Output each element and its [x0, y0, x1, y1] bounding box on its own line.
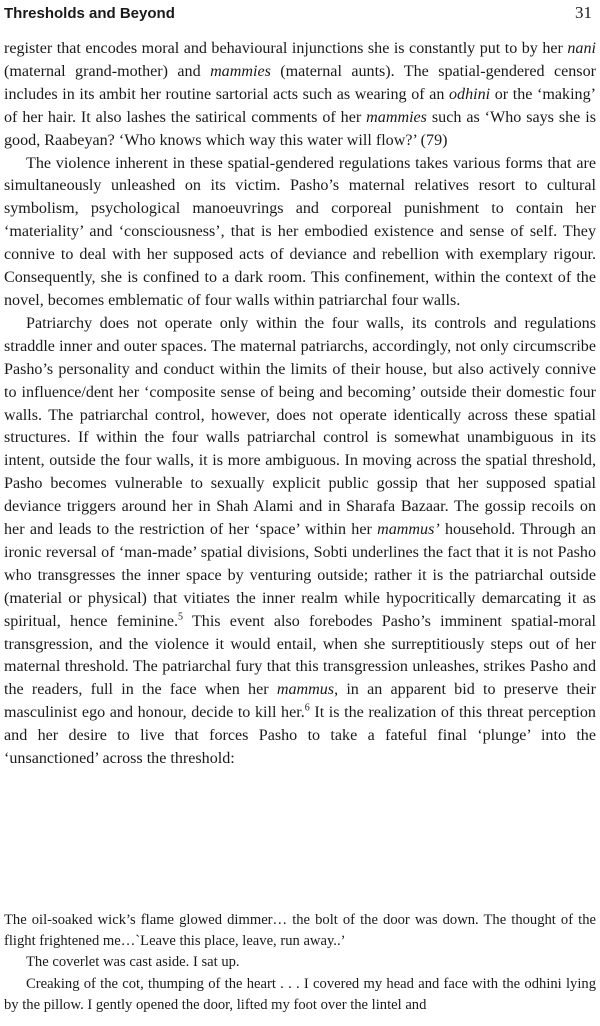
quote-line: The coverlet was cast aside. I sat up.: [26, 954, 240, 971]
paragraph: [4, 38, 596, 153]
text-run: household. Through an ironic reversal of ‘man-made’ spatial divisions, Sobti underlines the fact that it is not Pasho who transgresses the inner space by venturing outside; rather it is the patriarchal outside (material or physical) that vitiates the inner realm while hypocritically demarcating it as spiritual, hence feminine.: [4, 521, 597, 630]
italic-term: mammus’: [377, 521, 440, 539]
running-title: Thresholds and Beyond: [4, 4, 175, 22]
text-run: This event also forebodes Pasho’s imminent spatial-moral transgression, and the violence it would entail, when she surreptitiously steps out of her maternal threshold. The patriarchal fury that this transgression unleashes, strikes Pasho and the readers, full in the face when her: [4, 612, 597, 699]
italic-term: nani: [567, 40, 596, 57]
text-run: , in an apparent bid to preserve their masculinist ego and honour, decide to kill her.: [4, 681, 596, 722]
text-run: register that encodes moral and behavioural injunctions she is constantly put to by her: [4, 40, 568, 57]
block-quote: [4, 910, 596, 1016]
italic-term: mammies: [366, 108, 427, 126]
text-run: such as ‘Who says she is good, Raabeyan? ‘Who knows which way this water will flow?’ (79): [4, 108, 596, 149]
italic-term: odhini: [449, 85, 491, 103]
quote-line: The oil-soaked wick’s flame glowed dimmer… the bolt of the door was down. The thought of the flight frightened me…`Leave this place, leave, run away..’: [4, 912, 596, 950]
paragraph: [4, 153, 596, 313]
paragraph: [4, 313, 596, 771]
text-run: (maternal grand-mother) and: [4, 62, 211, 80]
running-header: [4, 0, 596, 26]
text-run: (maternal aunts). The spatial-gendered censor includes in its ambit her routine sartorial acts such as wearing of an: [4, 62, 596, 103]
text-run: or the ‘making’ of her hair. It also lashes the satirical comments of her: [4, 85, 596, 126]
text-run: The violence inherent in these spatial-gendered regulations takes various forms that are simultaneously unleashed on its victim. Pasho’s maternal relatives resort to cultural symbolism, psychological manoeuvrings and corporeal punishment to contain her ‘materiality’ and ‘consciousness’, that is her embodied existence and sense of self. They connive to deal with her supposed acts of deviance and rebellion with exemplary rigour. Consequently, she is confined to a dark room. This confinement, within the context of the novel, becomes emblematic of four walls within patriarchal four walls.: [4, 154, 596, 309]
text-run: It is the realization of this threat perception and her desire to live that forces Pasho to take a fateful final ‘plunge’ into the ‘unsanctioned’ across the threshold:: [4, 704, 596, 768]
italic-term: mammus: [276, 681, 335, 699]
text-run: Patriarchy does not operate only within the four walls, its controls and regulations straddle inner and outer spaces. The maternal patriarchs, accordingly, not only circumscribe Pasho’s personality and conduct within the limits of their house, but also actively connive to influence/dent her ‘composite sense of being and becoming’ outside their domestic four walls. The patriarchal control, however, does not operate identically across these spatial structures. If within the four walls patriarchal control is somewhat unambiguous in its intent, outside the four walls, it is more ambiguous. In moving across the spatial threshold, Pasho becomes vulnerable to sexually explicit public gossip that her supposed spatial deviance triggers around her in Shah Alami and in Sharafa Bazaar. The gossip recoils on her and leads to the restriction of her ‘space’ within her: [4, 314, 596, 539]
body-text: [4, 38, 596, 771]
footnote-marker: 6: [304, 702, 310, 714]
footnote-marker: 5: [178, 611, 183, 623]
page-number: 31: [575, 3, 592, 22]
italic-term: mammies: [210, 62, 271, 80]
quote-line: Creaking of the cot, thumping of the heart . . . I covered my head and face with the odhini lying by the pillow. I gently opened the door, lifted my foot over the lintel and: [4, 975, 596, 1013]
